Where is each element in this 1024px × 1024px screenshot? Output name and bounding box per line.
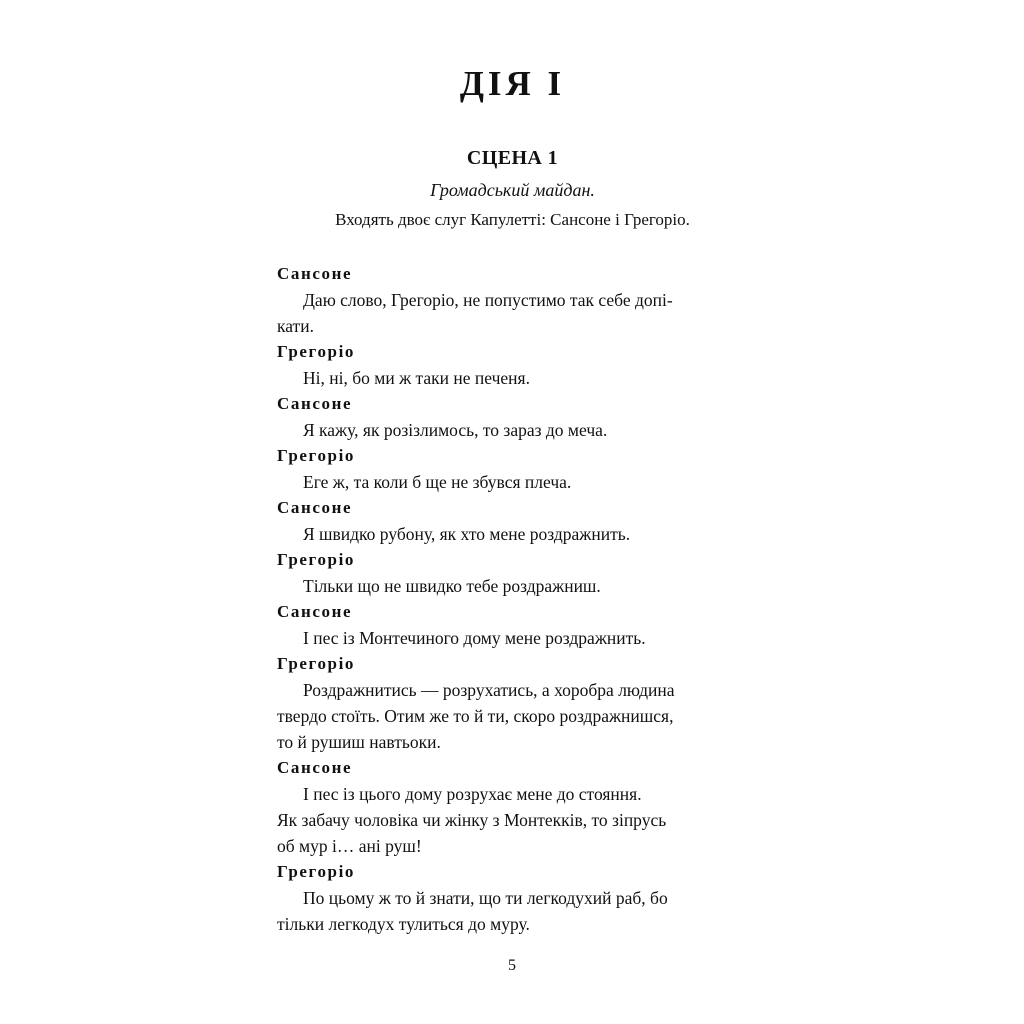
speech-line: І пес із цього дому розрухає мене до стояння.: [303, 783, 642, 804]
page-number: 5: [508, 957, 516, 974]
stage-direction-place: Громадський майдан.: [430, 180, 595, 201]
speech-line: Даю слово, Грегоріо, не попустимо так себе допі-: [303, 289, 673, 310]
speech-text: [277, 885, 748, 937]
speech-line: твердо стоїть. Отим же то й ти, скоро роздражнишся,: [277, 705, 674, 726]
speech-text: [277, 625, 748, 651]
speaker-name: Сансоне: [277, 497, 353, 517]
speaker-name: Сансоне: [277, 393, 353, 413]
speech-text: [277, 417, 748, 443]
speech-line: Тільки що не швидко тебе роздражниш.: [303, 575, 601, 596]
speech-line: Роздражнитись — розрухатись, а хоробра людина: [303, 679, 675, 700]
speaker-name: Грегоріо: [277, 549, 356, 569]
act-title: ДІЯ I: [459, 64, 566, 103]
speech-line: Як забачу чоловіка чи жінку з Монтекків, то зіпрусь: [277, 809, 667, 830]
speaker-name: Грегоріо: [277, 861, 356, 881]
speech-line: По цьому ж то й знати, що ти легкодухий раб, бо: [303, 887, 668, 908]
speech-text: [277, 781, 748, 859]
speech-text: [277, 677, 748, 755]
scene-title: СЦЕНА 1: [466, 147, 559, 170]
speaker-name: Грегоріо: [277, 653, 356, 673]
speech-line: І пес із Монтечиного дому мене роздражнить.: [303, 627, 646, 648]
speaker-name: Сансоне: [277, 757, 353, 777]
speech-line: об мур і… ані руш!: [277, 835, 422, 856]
speech-line: тільки легкодух тулиться до муру.: [277, 913, 530, 934]
speech-line: Еге ж, та коли б ще не збувся плеча.: [303, 471, 572, 492]
dialogue-block: [277, 231, 748, 937]
speech-text: [277, 573, 748, 599]
speech-text: [277, 469, 748, 495]
speech-line: Я кажу, як розізлимось, то зараз до меча.: [303, 419, 608, 440]
speech-text: [277, 365, 748, 391]
speaker-name: Сансоне: [277, 601, 353, 621]
text-column: [277, 0, 748, 937]
speech-line: Ні, ні, бо ми ж таки не печеня.: [303, 367, 530, 388]
speech-text: [277, 521, 748, 547]
stage-direction-entrance: Входять двоє слуг Капулетті: Сансоне і Грегоріо.: [335, 209, 690, 229]
speech-text: [277, 287, 748, 339]
speech-line: Я швидко рубону, як хто мене роздражнить.: [303, 523, 631, 544]
speech-line: то й рушиш навтьоки.: [277, 731, 441, 752]
speaker-name: Грегоріо: [277, 445, 356, 465]
speaker-name: Сансоне: [277, 263, 353, 283]
speech-line: кати.: [277, 315, 314, 336]
speaker-name: Грегоріо: [277, 341, 356, 361]
